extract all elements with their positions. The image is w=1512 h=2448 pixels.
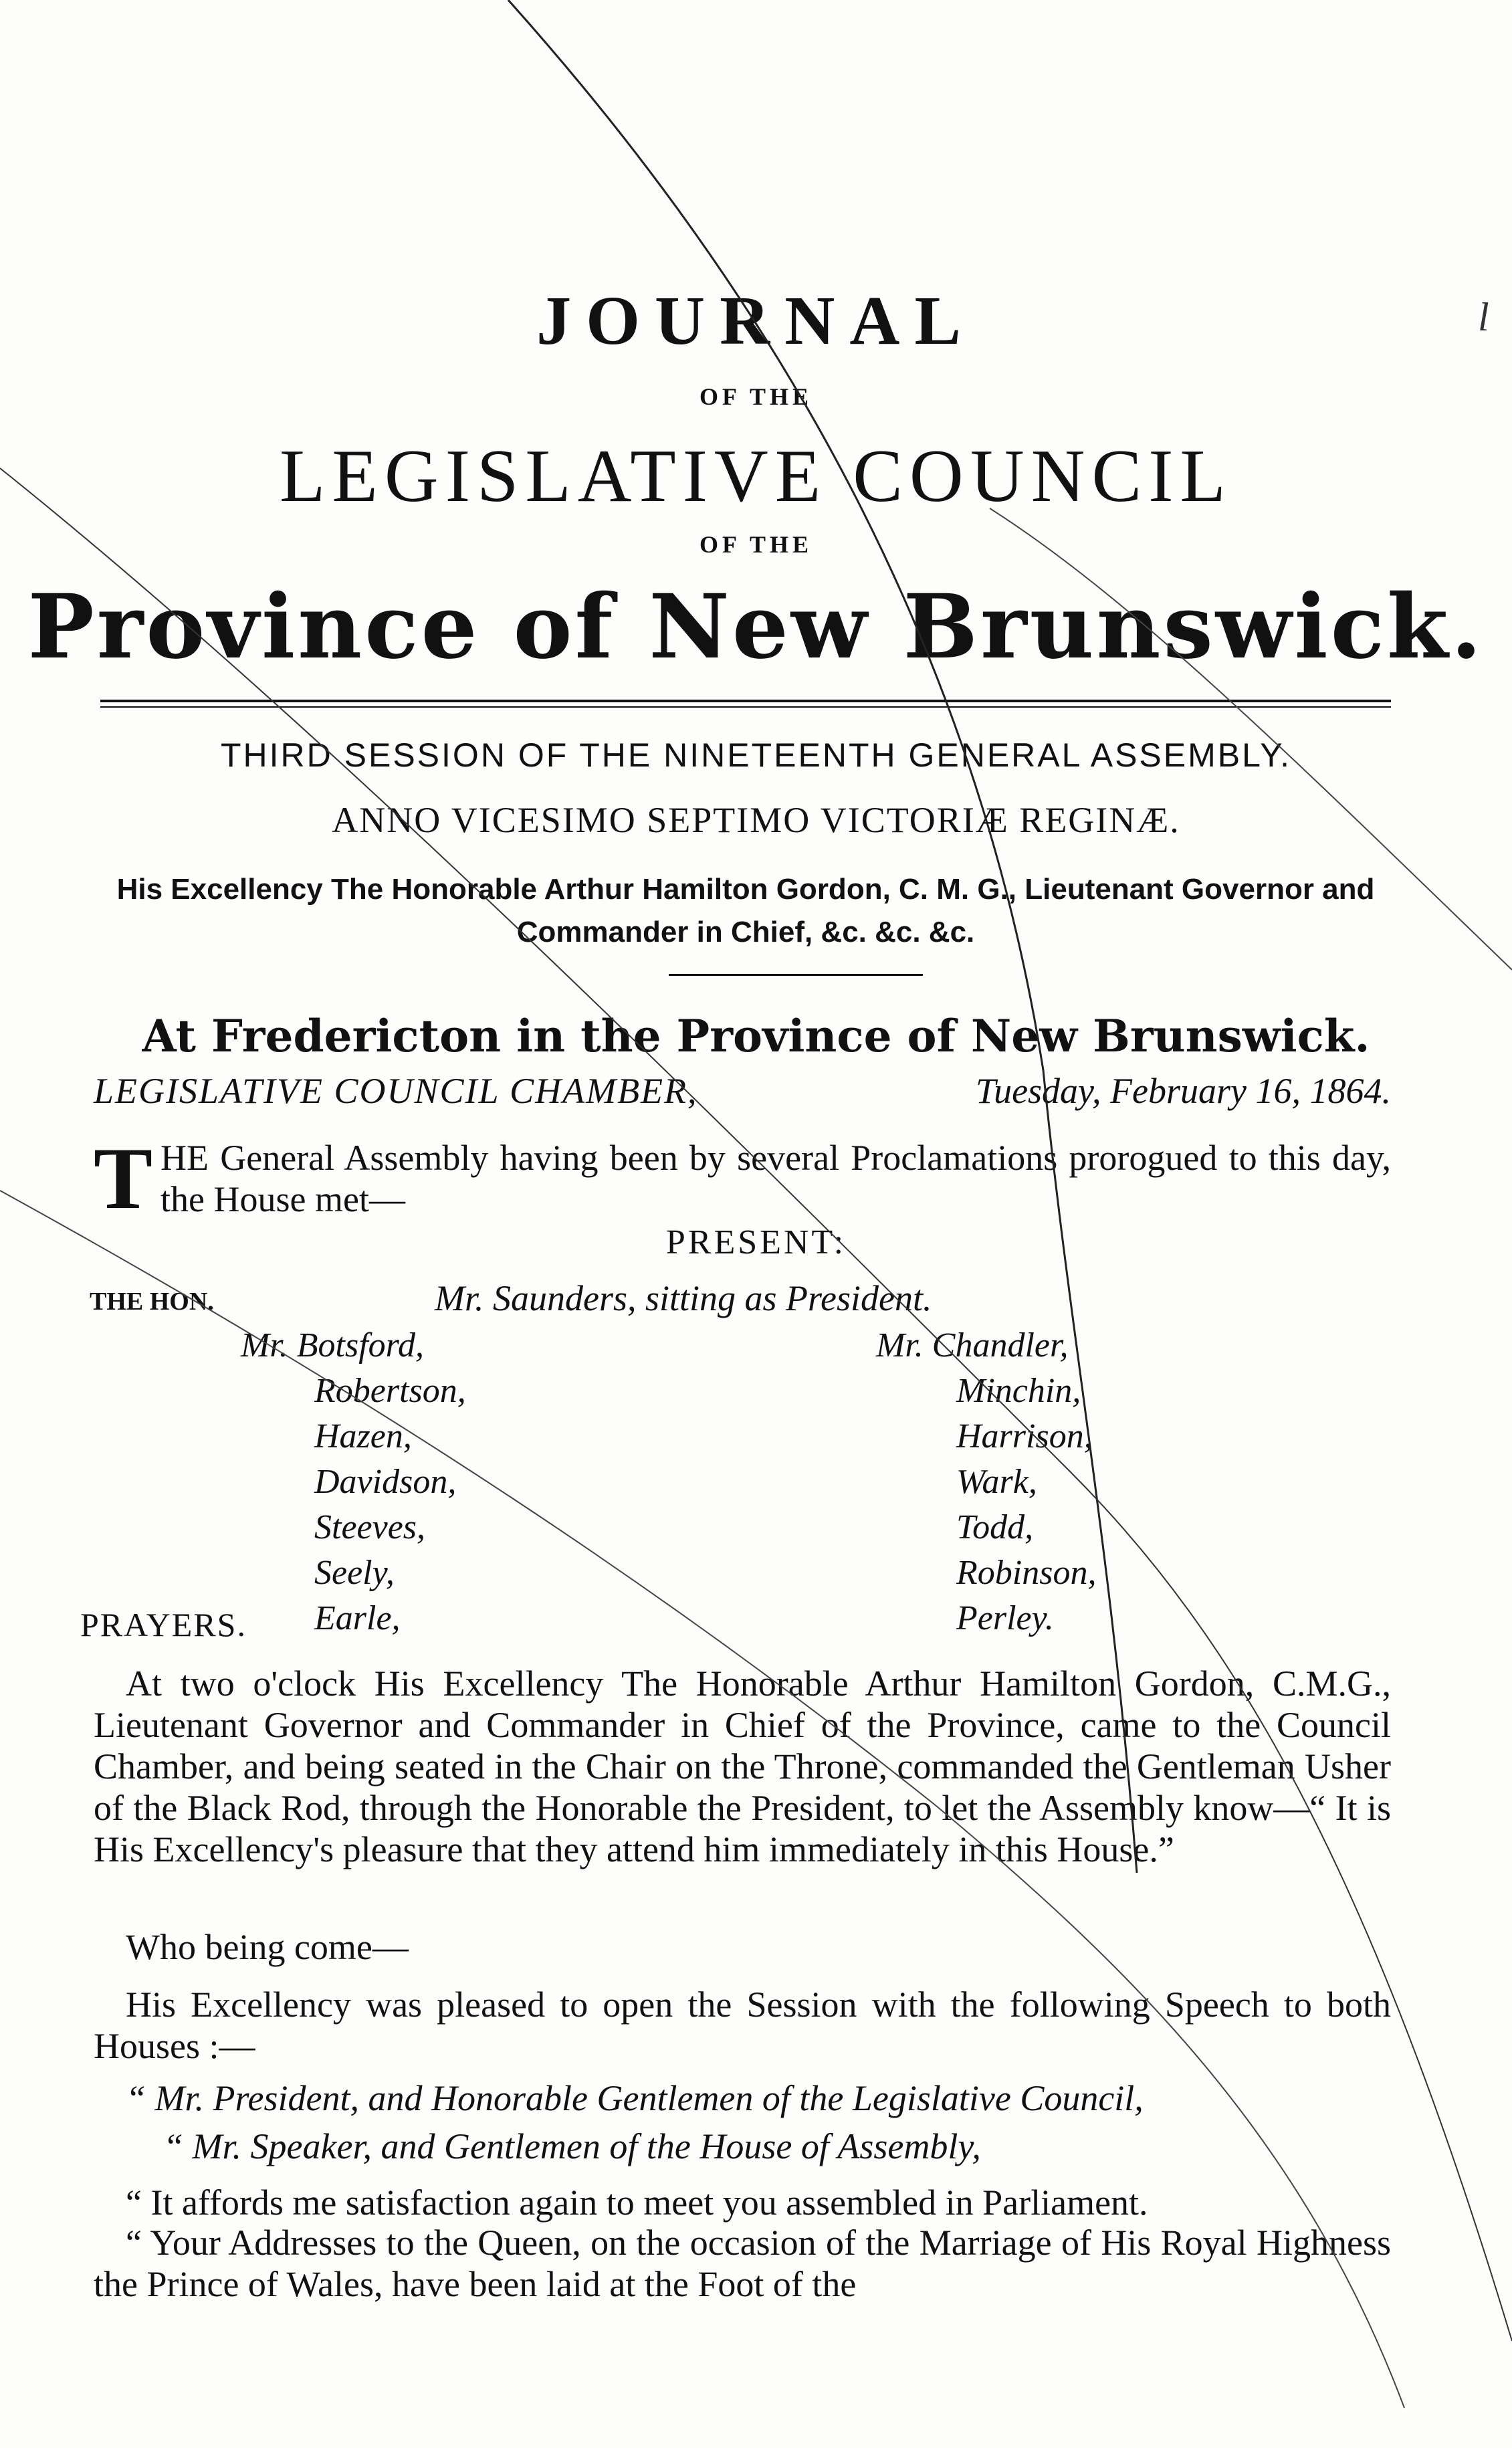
drop-cap: T bbox=[94, 1129, 153, 1227]
member-name: Seely, bbox=[314, 1554, 395, 1592]
member-name: Perley. bbox=[956, 1599, 1054, 1637]
member-name: Minchin, bbox=[956, 1372, 1081, 1410]
president-line: Mr. Saunders, sitting as President. bbox=[435, 1278, 932, 1318]
prayers-heading: PRAYERS. bbox=[80, 1606, 247, 1643]
crease-line bbox=[0, 468, 1512, 2341]
proceedings-paragraph: At two o'clock His Excellency The Honorable Arthur Hamilton Gordon, C.M.G., Lieutenant Governor and Commander in Chief of the Province, came to the Council Chamber, and being seated in the Chair on the Throne, commanded the Gentleman Usher of the Black Rod, through the Honorable the President, to let the Assembly know—“ It is His Excellency's pleasure that they attend him immediately in this House.” bbox=[94, 1663, 1391, 1869]
member-name: Hazen, bbox=[314, 1417, 412, 1455]
member-name: Steeves, bbox=[314, 1508, 426, 1546]
speech-para-1: “ It affords me satisfaction again to meet you assembled in Parliament. bbox=[126, 2182, 1148, 2223]
member-name: Earle, bbox=[314, 1599, 401, 1637]
day-of-week: Tuesday, bbox=[976, 1071, 1101, 1111]
member-name: Wark, bbox=[956, 1463, 1037, 1501]
date-value: February 16, 1864. bbox=[1110, 1071, 1391, 1111]
member-name: Davidson, bbox=[314, 1463, 457, 1501]
place-heading: At Fredericton in the Province of New Brunswick. bbox=[142, 1010, 1370, 1062]
crease-line bbox=[990, 508, 1512, 970]
crease-line bbox=[508, 0, 1137, 1873]
address-council: “ Mr. President, and Honorable Gentlemen of the Legislative Council, bbox=[126, 2078, 1144, 2118]
of-the-label-2: OF THE bbox=[699, 531, 813, 558]
member-name: Robertson, bbox=[314, 1372, 466, 1410]
anno-line: ANNO VICESIMO SEPTIMO VICTORIÆ REGINÆ. bbox=[332, 800, 1180, 840]
session-line: THIRD SESSION OF THE NINETEENTH GENERAL ASSEMBLY. bbox=[220, 736, 1292, 774]
present-label: PRESENT: bbox=[665, 1223, 847, 1261]
margin-mark: l bbox=[1478, 295, 1489, 339]
opening-text: HE General Assembly having been by several Proclamations prorogued to this day, the House met— bbox=[160, 1138, 1391, 1219]
hon-label: THE HON. bbox=[90, 1288, 214, 1316]
member-name: Robinson, bbox=[956, 1554, 1097, 1592]
council-title: LEGISLATIVE COUNCIL bbox=[280, 435, 1232, 518]
excellency-line: His Excellency The Honorable Arthur Hamilton Gordon, C. M. G., Lieutenant Governor and Commander in Chief, &c. &c. &c. bbox=[116, 873, 1375, 948]
member-name: Mr. Chandler, bbox=[876, 1326, 1069, 1364]
journal-title: JOURNAL bbox=[536, 282, 976, 359]
of-the-label: OF THE bbox=[699, 383, 813, 410]
province-title: Province of New Brunswick. bbox=[27, 575, 1485, 679]
member-name: Mr. Botsford, bbox=[241, 1326, 424, 1364]
member-name: Todd, bbox=[956, 1508, 1034, 1546]
address-assembly: “ Mr. Speaker, and Gentlemen of the House of Assembly, bbox=[163, 2126, 981, 2166]
speech-intro: His Excellency was pleased to open the Session with the following Speech to both Houses :— bbox=[94, 1984, 1391, 2066]
chamber-name: LEGISLATIVE COUNCIL CHAMBER, bbox=[94, 1071, 698, 1111]
speech-para-2: “ Your Addresses to the Queen, on the occasion of the Marriage of His Royal Highness the Prince of Wales, have been laid at the Foot of the bbox=[94, 2223, 1391, 2304]
who-being-come: Who being come— bbox=[126, 1927, 409, 1967]
member-name: Harrison, bbox=[956, 1417, 1093, 1455]
crease-line bbox=[0, 1191, 1404, 2408]
